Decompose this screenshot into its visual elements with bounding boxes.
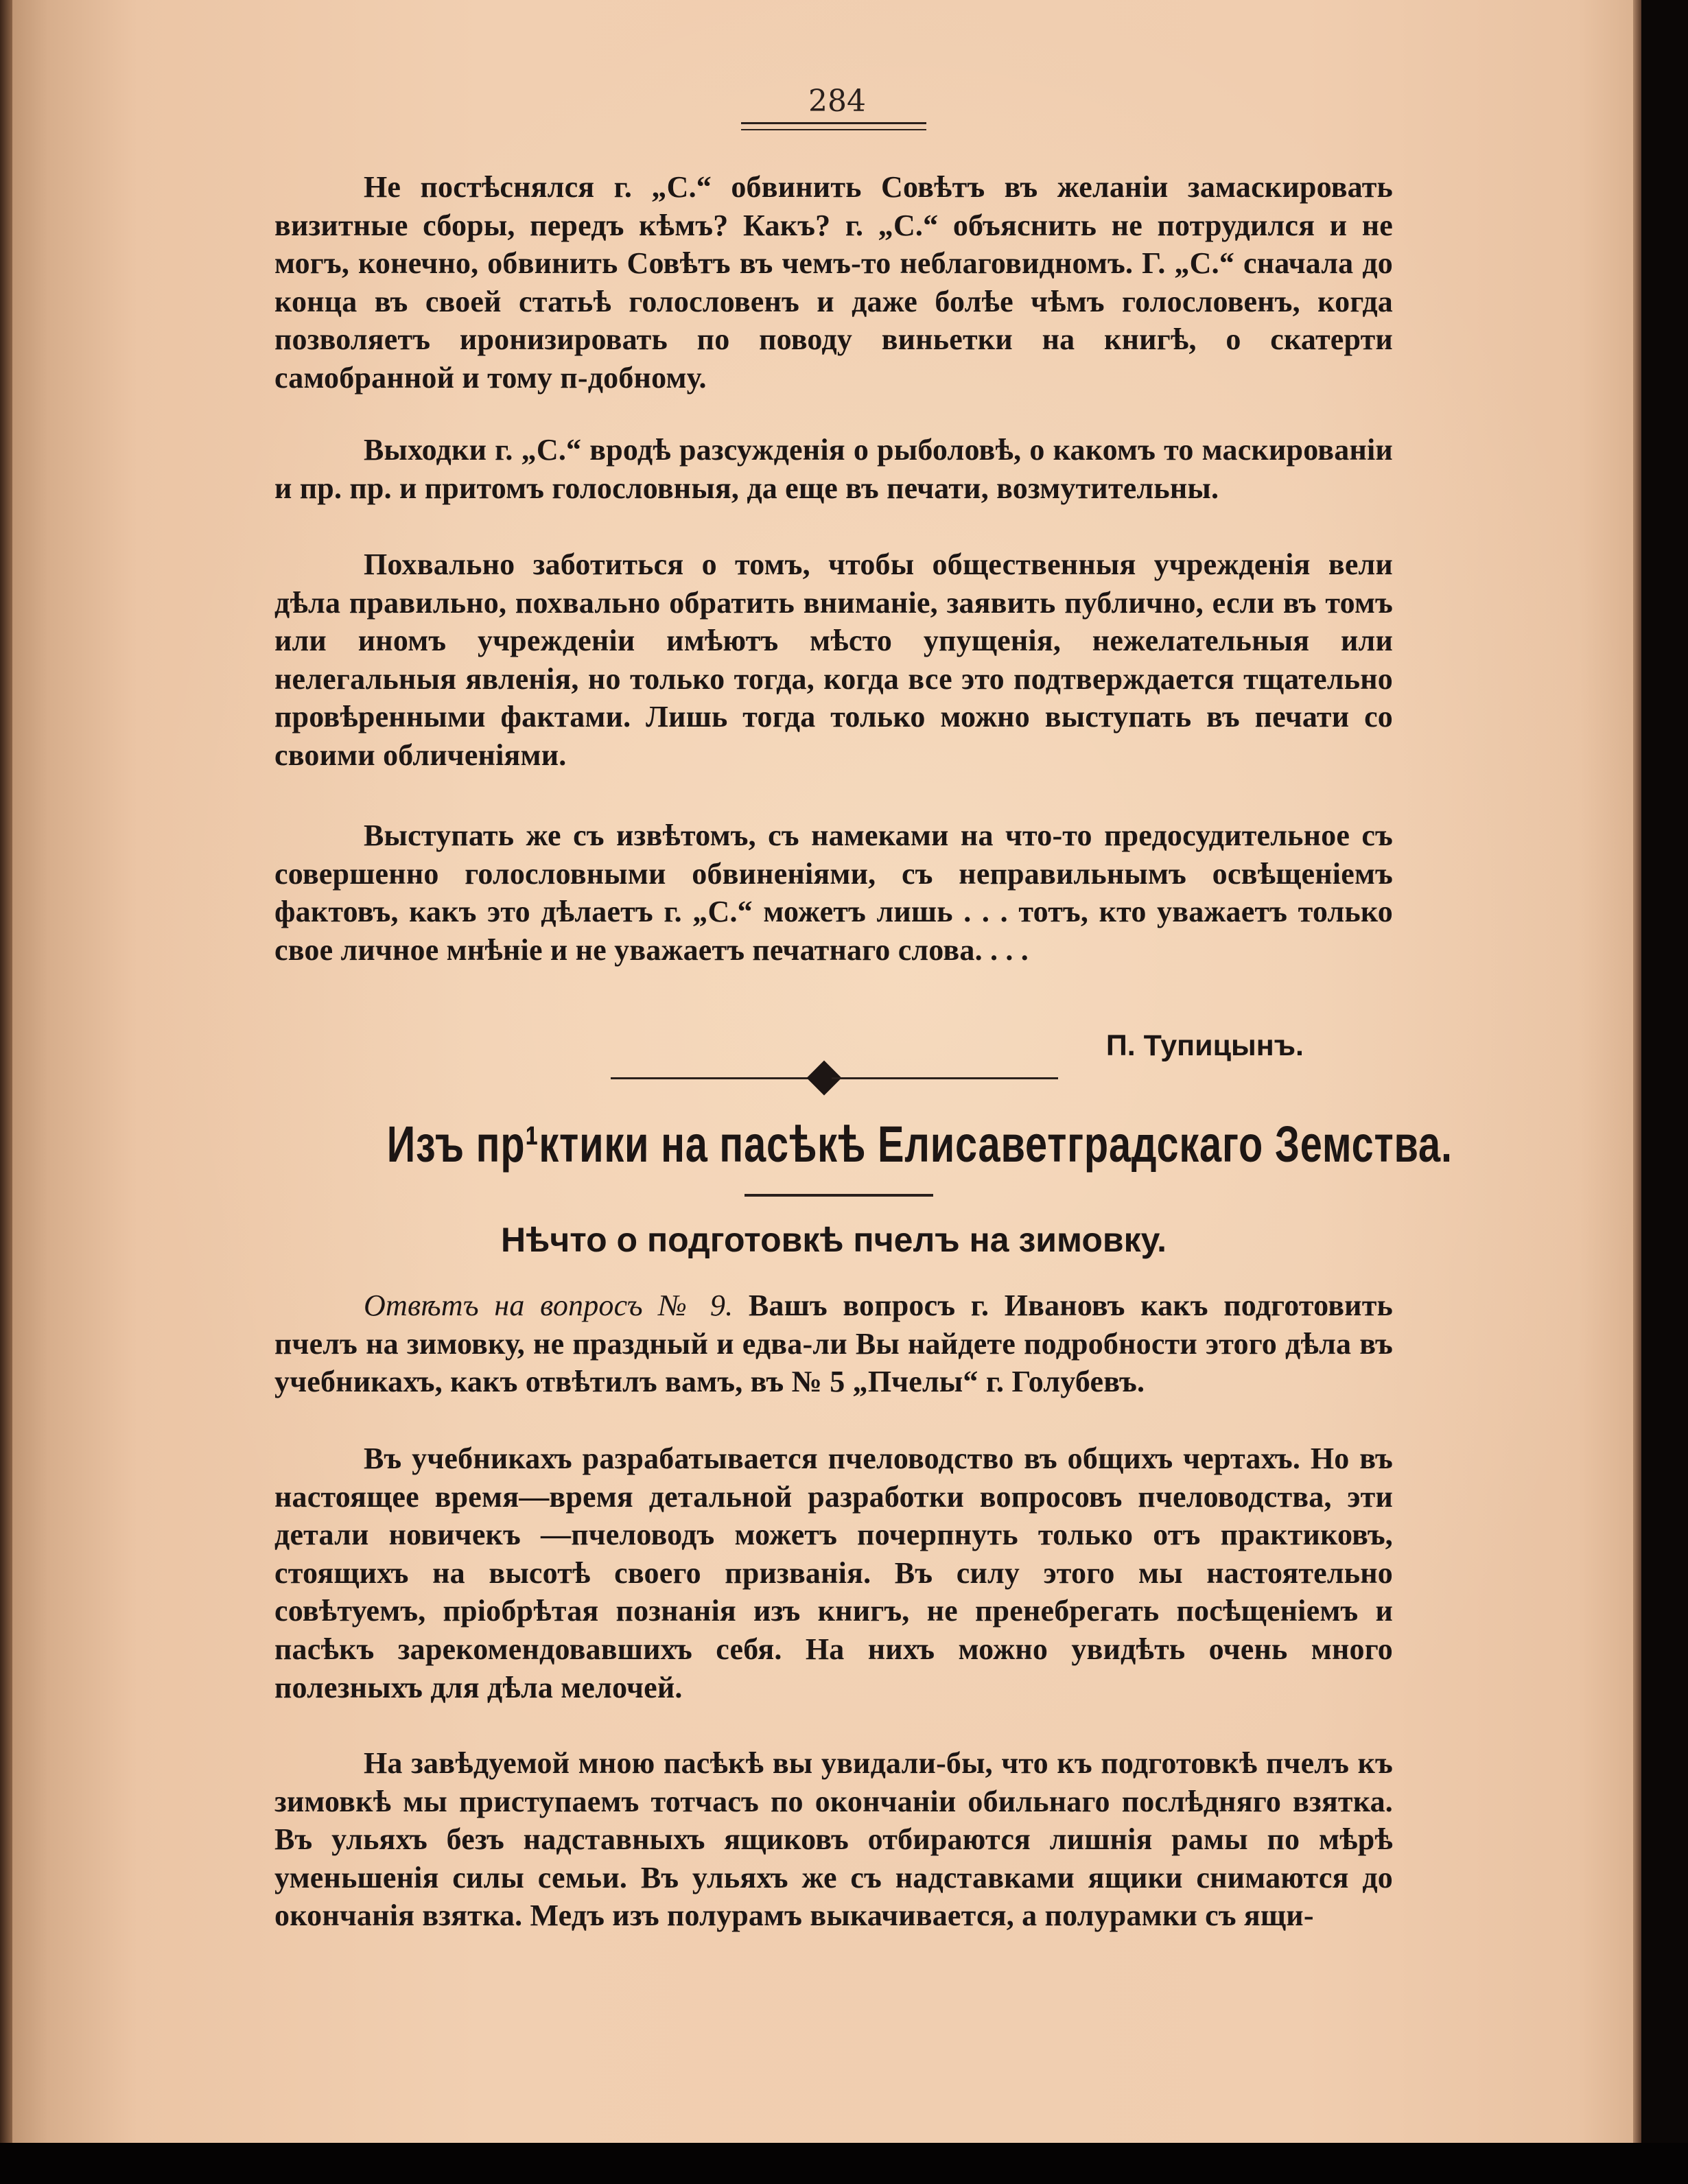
article-subtitle: Нѣчто о подготовкѣ пчелъ на зимовку. (501, 1221, 1167, 1259)
paragraph-1: Не постѣснялся г. „С.“ обвинить Совѣтъ въ желаніи замаскировать визитные сборы, передъ кѣмъ? Какъ? г. „С.“ объяснить не потрудился и не могъ, конечно, обвинить Совѣтъ въ чемъ-то неблаговидномъ. Г. „С.“ сначала до конца въ своей статьѣ голословенъ и даже болѣе чѣмъ голословенъ, когда позволяетъ иронизировать по поводу виньетки на книгѣ, о скатерти самобранной и тому п-добному. (274, 170, 1393, 395)
answer-text: Вашъ вопросъ г. Ивановъ какъ подготовить пчелъ на зимовку, не праздный и едва-ли Вы найдете подробности этого дѣла въ учебникахъ, какъ отвѣтилъ вамъ, въ № 5 „Пчелы“ г. Голубевъ. (274, 1289, 1393, 1399)
paragraph-4: Выступать же съ извѣтомъ, съ намеками на что-то предосудительное съ совершенно голословными обвиненіями, съ неправильнымъ освѣщеніемъ фактовъ, какъ это дѣлаетъ г. „С.“ можетъ лишь . . . тотъ, кто уважаетъ только свое личное мнѣніе и не уважаетъ печатнаго слова. . . . (274, 819, 1393, 967)
answer-paragraph (274, 1287, 1393, 1401)
scan-border (0, 2143, 1688, 2184)
page-edge (1633, 0, 1641, 2143)
binding-shadow (0, 0, 12, 2143)
header-rule-bottom (741, 129, 926, 130)
paragraph-5: Въ учебникахъ разрабатывается пчеловодство въ общихъ чертахъ. Но въ настоящее время—время детальной разработки вопросовъ пчеловодства, эти детали новичекъ —пчеловодъ можетъ почерпнуть только отъ практиковъ, стоящихъ на высотѣ своего призванія. Въ силу этого мы настоятельно совѣтуемъ, пріобрѣтая познанія изъ книгъ, не пренебрегать посѣщеніемъ и пасѣкъ зарекомендовавшихъ себя. На нихъ можно увидѣть очень много полезныхъ для дѣла мелочей. (274, 1442, 1393, 1704)
answer-label: Отвѣтъ на вопросъ № 9. (364, 1289, 734, 1322)
paragraph-6: На завѣдуемой мною пасѣкѣ вы увидали-бы, что къ подготовкѣ пчелъ къ зимовкѣ мы приступаемъ тотчасъ по окончаніи обильнаго послѣдняго взятка. Въ ульяхъ безъ надставныхъ ящиковъ отбираются лишнія рамы по мѣрѣ уменьшенія силы семьи. Въ ульяхъ же съ надставками ящики снимаются до окончанія взятка. Медъ изъ полурамъ выкачивается, а полурамки съ ящи- (274, 1746, 1393, 1933)
section-divider-left (611, 1077, 817, 1079)
title-rule (745, 1194, 933, 1197)
paragraph-3: Похвально заботиться о томъ, чтобы общественныя учрежденія вели дѣла правильно, похвально обратить вниманіе, заявить публично, если въ томъ или иномъ учрежденіи имѣютъ мѣсто упущенія, нежелательныя или нелегальныя явленія, но только тогда, когда все это подтверждается тщательно провѣренными фактами. Лишь тогда только можно выступать въ печати со своими обличеніями. (274, 548, 1393, 772)
article-title: Изъ пр¹ктики на пасѣкѣ Елисаветградскаго Земства. (386, 1116, 1453, 1173)
header-rule-top (741, 122, 926, 124)
page-number: 284 (808, 84, 866, 119)
paragraph-2: Выходки г. „С.“ вродѣ разсужденія о рыболовѣ, о какомъ то маскированіи и пр. пр. и притомъ голословныя, да еще въ печати, возмутительны. (274, 433, 1393, 505)
section-divider-right (832, 1077, 1058, 1079)
author-signature: П. Тупицынъ. (1105, 1029, 1304, 1062)
